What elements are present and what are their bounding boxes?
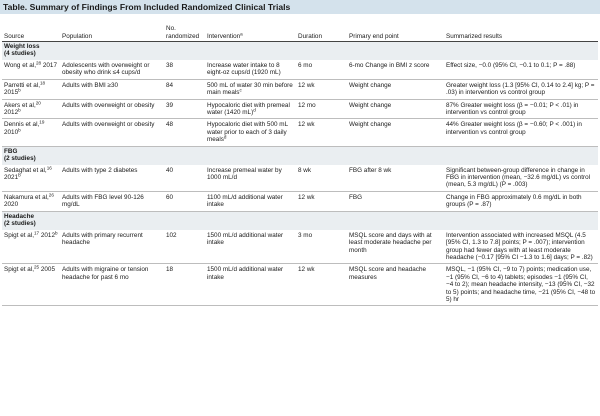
cell-n-randomized: 48	[164, 119, 205, 146]
cell-duration: 12 wk	[296, 191, 347, 211]
cell-source	[2, 264, 60, 306]
cell-duration: 12 wk	[296, 79, 347, 99]
cell-results: Change in FBG approximately 0.6 mg/dL in both groups (P = .87)	[444, 191, 598, 211]
cell-endpoint: MSQL score and days with at least moderate headache per month	[349, 231, 432, 254]
cell-population: Adults with FBG level 90-126 mg/dL	[60, 191, 164, 211]
table-row	[2, 60, 598, 79]
section-label-line: Weight loss	[4, 43, 40, 50]
source-year: 2012	[4, 109, 19, 117]
header-population: Population	[62, 32, 92, 40]
header-results: Summarized results	[446, 32, 503, 40]
source-year: 2017	[42, 62, 57, 69]
source-name: Dennis et al,	[4, 121, 40, 129]
section-label-line: (2 studies)	[4, 220, 36, 228]
source-name: Akers et al,	[4, 101, 36, 109]
cell-endpoint: FBG	[347, 191, 444, 211]
cell-population: Adults with primary recurrent headache	[62, 231, 143, 247]
cell-population: Adults with migraine or tension headache for past 6 mo	[60, 264, 164, 306]
cell-intervention	[205, 119, 296, 146]
section-label-line: FBG	[4, 147, 18, 155]
header-source: Source	[4, 32, 25, 40]
source-year: 2012	[40, 231, 55, 239]
cell-results: Intervention associated with increased MSQL (4.5 [95% CI, 1.3 to 7.8] points; P = .007); intervention group had fewer days with at least moderate headache (−0.17 [95% CI −1.3 to 1.6] days; P = .82)	[446, 231, 593, 261]
source-year-footnote: b	[55, 230, 58, 236]
cell-intervention	[205, 264, 296, 306]
cell-population: Adolescents with overweight or obesity who drink ≤4 cups/d	[62, 62, 150, 77]
header-n-randomized: No. randomized	[166, 25, 200, 40]
cell-endpoint: Weight change	[347, 99, 444, 119]
intervention-text: Hypocaloric diet with 500 mL water prior to each of 3 daily meals	[207, 121, 288, 144]
source-year: 2021	[4, 174, 19, 182]
table-row	[2, 119, 598, 146]
cell-endpoint: Weight change	[347, 119, 444, 146]
header-intervention	[205, 19, 296, 42]
intervention-footnote: d	[223, 134, 227, 140]
table-row	[2, 191, 598, 211]
cell-endpoint: MSQL score and headache measures	[347, 264, 444, 306]
cell-n-randomized: 38	[166, 62, 174, 69]
source-name: Parretti et al,	[4, 81, 40, 89]
cell-intervention	[205, 191, 296, 211]
source-year-footnote: b	[18, 87, 21, 93]
cell-source	[2, 165, 60, 192]
intervention-footnote: d	[253, 107, 256, 113]
source-year-footnote: b	[18, 172, 21, 178]
cell-duration: 6 mo	[298, 62, 313, 69]
table-row	[2, 230, 598, 264]
cell-duration: 12 mo	[296, 99, 347, 119]
source-year: 2010	[4, 128, 19, 136]
cell-population: Adults with overweight or obesity	[60, 99, 164, 119]
cell-intervention	[205, 165, 296, 192]
source-year-footnote: b	[18, 107, 21, 113]
table-row	[2, 99, 598, 119]
cell-source	[2, 79, 60, 99]
cell-n-randomized: 84	[164, 79, 205, 99]
intervention-text: Increase water intake to 8 eight-oz cups/d (1920 mL)	[207, 62, 281, 77]
source-ref-footnote: 18	[39, 80, 46, 86]
cell-duration: 12 wk	[296, 119, 347, 146]
source-ref-footnote: 25	[33, 265, 40, 271]
section-label	[2, 42, 598, 61]
cell-n-randomized: 40	[166, 166, 174, 174]
cell-results: Effect size, −0.0 (95% CI, −0.1 to 0.1; P = .88)	[446, 62, 576, 69]
intervention-text: 1500 mL/d additional water intake	[207, 231, 284, 247]
table-row	[2, 79, 598, 99]
cell-intervention	[205, 79, 296, 99]
header-intervention-footnote: a	[240, 31, 243, 37]
source-ref-footnote: 16	[46, 165, 52, 171]
section-label-line: Headache	[4, 212, 34, 220]
section-label-line: (2 studies)	[4, 155, 36, 163]
cell-n-randomized: 18	[164, 264, 205, 306]
source-year-footnote: b	[18, 127, 21, 133]
source-name: Spigt et al,	[4, 231, 34, 239]
section-label	[2, 146, 598, 165]
table-header	[2, 19, 598, 42]
source-name: Wong et al,	[4, 62, 36, 69]
cell-source	[2, 60, 60, 79]
header-intervention-label: Intervention	[207, 32, 241, 40]
cell-source	[2, 191, 60, 211]
source-year: 2015	[4, 89, 19, 97]
intervention-text: Hypocaloric diet with premeal water (1420 mL)	[207, 101, 290, 117]
intervention-text: Increase premeal water by 1000 mL/d	[207, 166, 282, 182]
table-row	[2, 165, 598, 192]
header-duration: Duration	[298, 32, 322, 40]
intervention-text: 500 mL of water 30 min before main meals	[207, 81, 293, 97]
table-body	[2, 42, 598, 306]
source-name: Sedaghat et al,	[4, 166, 47, 174]
intervention-text: 1500 mL/d additional water intake	[207, 266, 284, 281]
source-ref-footnote: 26	[48, 192, 54, 198]
table-title: Table. Summary of Findings From Included Randomized Clinical Trials	[0, 0, 600, 14]
intervention-footnote: c	[239, 87, 242, 93]
source-ref-footnote: 20	[35, 100, 41, 106]
cell-results: Significant between-group difference in change in FBG in intervention (mean, −32.6 mg/dL) vs control (mean, 5.3 mg/dL) (P = .003)	[446, 166, 591, 189]
cell-duration: 3 mo	[298, 231, 313, 239]
cell-population: Adults with BMI ≥30	[60, 79, 164, 99]
cell-endpoint: Weight change	[347, 79, 444, 99]
source-ref-footnote: 28	[35, 60, 42, 66]
cell-intervention	[205, 60, 296, 79]
cell-intervention	[205, 99, 296, 119]
source-ref-footnote: 17	[33, 230, 40, 236]
cell-duration: 12 wk	[296, 264, 347, 306]
source-ref-footnote: 19	[39, 120, 45, 126]
section-label-line: (4 studies)	[4, 50, 36, 58]
cell-n-randomized: 102	[166, 231, 177, 239]
cell-results: MSQL, −1 (95% CI, −9 to 7) points; medication use, −1 (95% CI, −6 to 4) tablets; episodes −1 (95% CI, −4 to 2); mean headache intensity, −13 (95% CI, −32 to 5) points; and headache time, −21 (95% CI, −48 to 5) hr	[444, 264, 598, 306]
cell-n-randomized: 39	[164, 99, 205, 119]
cell-endpoint: 6-mo Change in BMI z score	[349, 62, 430, 69]
cell-population: Adults with overweight or obesity	[60, 119, 164, 146]
cell-source	[2, 99, 60, 119]
source-name: Spigt et al,	[4, 266, 34, 274]
cell-duration: 8 wk	[298, 166, 312, 174]
section-row	[2, 42, 598, 61]
source-year: 2005	[40, 266, 55, 274]
cell-source	[2, 230, 60, 264]
section-row	[2, 146, 598, 165]
cell-results: 87% Greater weight loss (β = −0.01; P < .01) in intervention vs control group	[444, 99, 598, 119]
table-row	[2, 264, 598, 306]
section-row	[2, 211, 598, 230]
section-label	[2, 211, 598, 230]
header-endpoint: Primary end point	[349, 32, 399, 40]
cell-population: Adults with type 2 diabetes	[62, 166, 138, 174]
source-name: Nakamura et al,	[4, 193, 49, 201]
header-row	[2, 19, 598, 42]
source-year: 2020	[4, 201, 19, 209]
cell-n-randomized: 60	[164, 191, 205, 211]
cell-endpoint: FBG after 8 wk	[349, 166, 392, 174]
cell-results: 44% Greater weight loss (β = −0.60; P < .001) in intervention vs control group	[444, 119, 598, 146]
cell-source	[2, 119, 60, 146]
findings-table	[2, 19, 598, 306]
cell-results: Greater weight loss (1.3 [95% CI, 0.14 to 2.4] kg; P = .03) in intervention vs control group	[444, 79, 598, 99]
cell-intervention	[205, 230, 296, 264]
intervention-text: 1100 mL/d additional water intake	[207, 193, 283, 209]
